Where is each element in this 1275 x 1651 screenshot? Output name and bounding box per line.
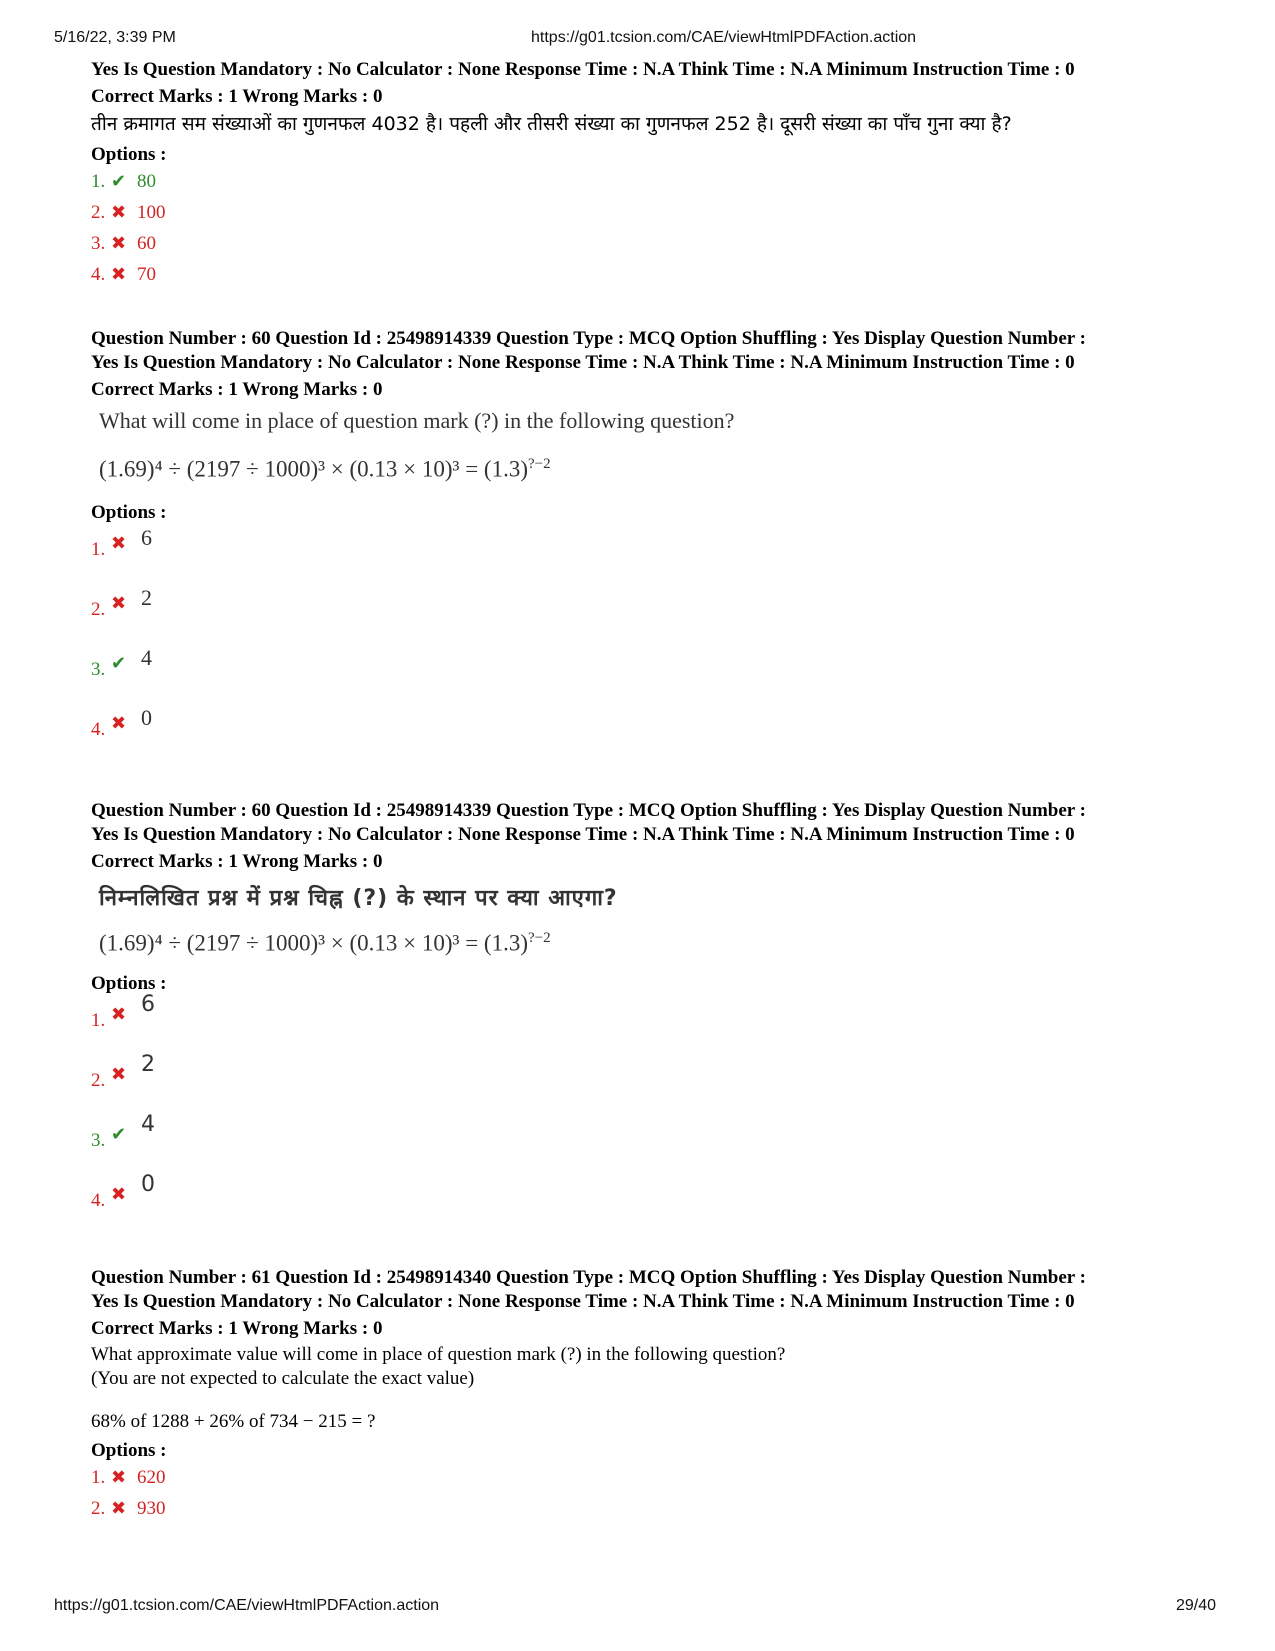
question-paper-content	[91, 58, 1201, 1529]
cross-icon: ✖	[111, 233, 127, 253]
option-number: 3.	[91, 658, 106, 680]
options-list	[91, 992, 1201, 1240]
option-number: 2.	[91, 598, 106, 620]
check-icon: ✔	[111, 652, 127, 673]
cross-icon: ✖	[111, 202, 127, 222]
question-marks: Correct Marks : 1 Wrong Marks : 0	[91, 86, 383, 107]
cross-icon: ✖	[111, 1184, 127, 1205]
option-item	[91, 233, 1201, 264]
option-item	[91, 992, 1201, 1060]
option-value: 4	[141, 644, 152, 670]
page-number: 29/40	[1176, 1597, 1217, 1614]
option-number: 3.	[91, 233, 106, 254]
cross-icon: ✖	[111, 1467, 127, 1488]
question-block-60-english	[91, 327, 1201, 769]
option-value: 6	[141, 992, 155, 1018]
cross-icon: ✖	[111, 712, 127, 733]
option-item	[91, 704, 1201, 769]
question-meta-line: Yes Is Question Mandatory : No Calculator : None Response Time : N.A Think Time : N.A Minimum Instruction Time : 0	[91, 823, 1075, 845]
question-marks: Correct Marks : 1 Wrong Marks : 0	[91, 379, 383, 400]
question-meta-line: Question Number : 60 Question Id : 25498914339 Question Type : MCQ Option Shuffling : Yes Display Question Number :	[91, 328, 1086, 349]
question-block-61	[91, 1266, 1201, 1529]
option-value: 70	[137, 264, 156, 285]
option-value: 100	[137, 202, 166, 223]
option-item	[91, 264, 1201, 295]
option-value: 620	[137, 1467, 166, 1489]
option-item	[91, 524, 1201, 589]
cross-icon: ✖	[111, 1498, 127, 1519]
question-text: What approximate value will come in place of question mark (?) in the following question?	[91, 1344, 786, 1366]
question-meta-line: Yes Is Question Mandatory : No Calculator : None Response Time : N.A Think Time : N.A Minimum Instruction Time : 0	[91, 59, 1075, 80]
question-text: What will come in place of question mark (?) in the following question?	[99, 408, 735, 433]
option-item	[91, 584, 1201, 649]
option-item	[91, 644, 1201, 709]
options-label: Options :	[91, 973, 167, 995]
options-list	[91, 524, 1201, 769]
option-number: 1.	[91, 1010, 106, 1032]
equation-exponent: ?−2	[528, 929, 551, 946]
option-number: 4.	[91, 264, 106, 285]
cross-icon: ✖	[111, 1064, 127, 1085]
cross-icon: ✖	[111, 264, 127, 284]
question-meta-line: Yes Is Question Mandatory : No Calculator : None Response Time : N.A Think Time : N.A Minimum Instruction Time : 0	[91, 1291, 1075, 1313]
option-value: 0	[141, 1172, 155, 1198]
cross-icon: ✖	[111, 1004, 127, 1025]
option-item	[91, 1172, 1201, 1240]
option-value: 0	[141, 704, 152, 730]
question-meta-line: Question Number : 60 Question Id : 25498914339 Question Type : MCQ Option Shuffling : Yes Display Question Number :	[91, 799, 1086, 821]
options-label: Options :	[91, 501, 167, 523]
option-item	[91, 1112, 1201, 1180]
print-footer-url: https://g01.tcsion.com/CAE/viewHtmlPDFAction.action	[54, 1597, 440, 1614]
option-value: 6	[141, 524, 152, 550]
print-header-url: https://g01.tcsion.com/CAE/viewHtmlPDFAction.action	[531, 29, 917, 46]
print-datetime: 5/16/22, 3:39 PM	[54, 29, 176, 46]
question-equation	[99, 930, 1201, 957]
check-icon: ✔	[111, 171, 127, 191]
question-text: निम्नलिखित प्रश्न में प्रश्न चिह्न (?) के स्थान पर क्या आएगा?	[99, 885, 618, 911]
check-icon: ✔	[111, 1124, 127, 1145]
question-marks: Correct Marks : 1 Wrong Marks : 0	[91, 850, 383, 872]
question-meta-line: Question Number : 61 Question Id : 25498914340 Question Type : MCQ Option Shuffling : Yes Display Question Number :	[91, 1267, 1086, 1289]
option-value: 2	[141, 1052, 155, 1078]
question-block-59	[91, 58, 1201, 295]
question-text: तीन क्रमागत सम संख्याओं का गुणनफल 4032 है। पहली और तीसरी संख्या का गुणनफल 252 है। दूसरी संख्या का पाँच गुना क्या है?	[91, 113, 1012, 135]
option-value: 2	[141, 584, 152, 610]
question-expression: 68% of 1288 + 26% of 734 − 215 = ?	[91, 1411, 376, 1433]
option-number: 1.	[91, 1467, 106, 1489]
question-note: (You are not expected to calculate the exact value)	[91, 1368, 475, 1390]
equation-main: (1.69)⁴ ÷ (2197 ÷ 1000)³ × (0.13 × 10)³ = (1.3)	[99, 930, 528, 956]
option-number: 4.	[91, 1190, 106, 1212]
option-value: 4	[141, 1112, 155, 1138]
option-number: 3.	[91, 1130, 106, 1152]
option-value: 80	[137, 171, 156, 192]
question-meta-line: Yes Is Question Mandatory : No Calculator : None Response Time : N.A Think Time : N.A Minimum Instruction Time : 0	[91, 352, 1075, 373]
question-marks: Correct Marks : 1 Wrong Marks : 0	[91, 1318, 383, 1340]
question-equation	[99, 456, 1201, 483]
option-value: 930	[137, 1498, 166, 1520]
options-list	[91, 1467, 1201, 1529]
cross-icon: ✖	[111, 592, 127, 613]
options-list	[91, 171, 1201, 295]
option-number: 2.	[91, 1070, 106, 1092]
option-item	[91, 202, 1201, 233]
cross-icon: ✖	[111, 532, 127, 553]
option-number: 4.	[91, 718, 106, 740]
option-item	[91, 1498, 1201, 1529]
option-number: 2.	[91, 1498, 106, 1520]
equation-main: (1.69)⁴ ÷ (2197 ÷ 1000)³ × (0.13 × 10)³ = (1.3)	[99, 456, 528, 482]
option-item	[91, 1467, 1201, 1498]
question-block-60-hindi	[91, 799, 1201, 1241]
option-number: 1.	[91, 538, 106, 560]
option-number: 1.	[91, 171, 106, 192]
equation-exponent: ?−2	[528, 456, 551, 472]
option-number: 2.	[91, 202, 106, 223]
option-item	[91, 171, 1201, 202]
options-label: Options :	[91, 144, 167, 165]
options-label: Options :	[91, 1440, 167, 1462]
option-value: 60	[137, 233, 156, 254]
option-item	[91, 1052, 1201, 1120]
